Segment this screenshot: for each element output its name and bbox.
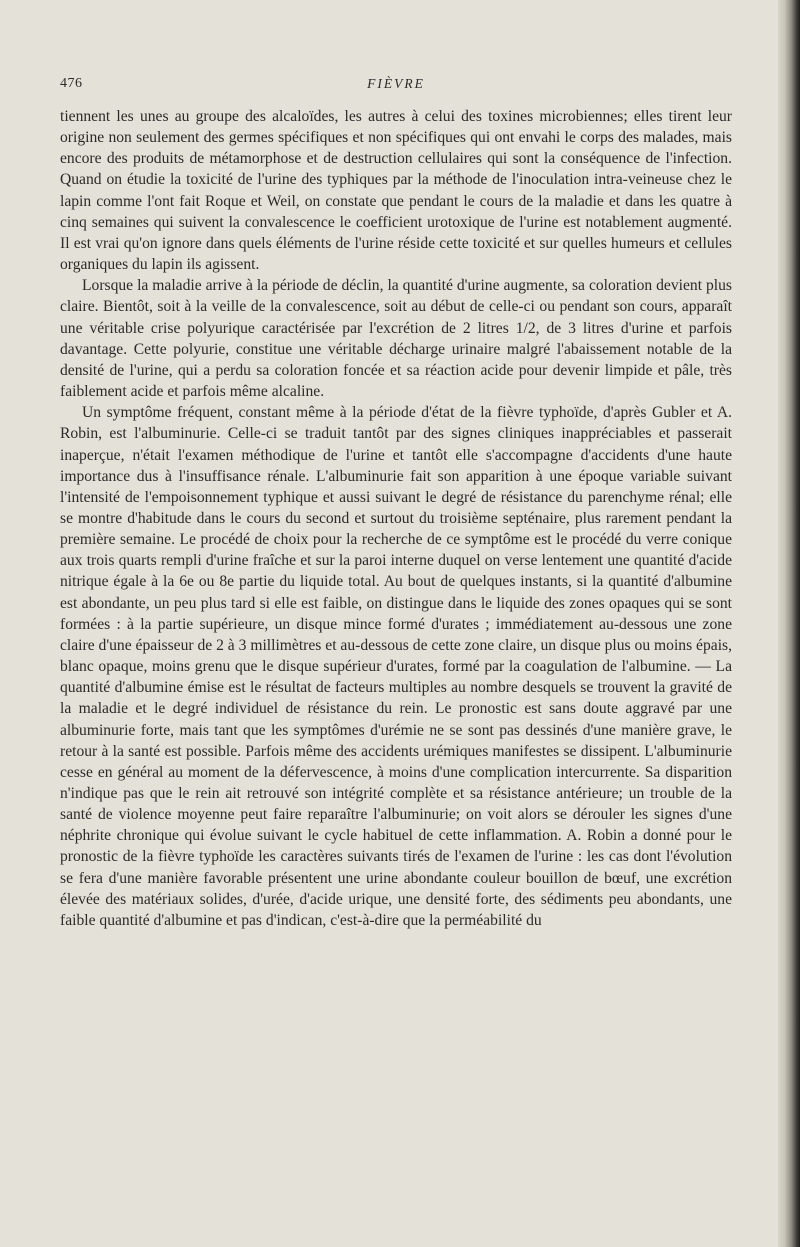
paragraph-1: tiennent les unes au groupe des alcaloïdes, les autres à celui des toxines microbiennes; elles tirent leur origine non seulement des germes spécifiques et non spécifiques qui ont envahi le corps des malades, mais encore des produits de métamorphose et de destruction cellulaires qui sont la conséquence de l'infection. Quand on étudie la toxicité de l'urine des typhiques par la méthode de l'inoculation intra-veineuse chez le lapin comme l'ont fait Roque et Weil, on constate que pendant le cours de la maladie et dans les quatre à cinq semaines qui suivent la convalescence le coefficient urotoxique de l'urine est notablement augmenté. Il est vrai qu'on ignore dans quels éléments de l'urine réside cette toxicité et sur quelles humeurs et cellules organiques du lapin ils agissent.: [60, 108, 732, 274]
body-text: [60, 106, 732, 931]
running-title: FIÈVRE: [367, 76, 425, 91]
paragraph-3: Un symptôme fréquent, constant même à la période d'état de la fièvre typhoïde, d'après Gubler et A. Robin, est l'albuminurie. Celle-ci se traduit tantôt par des signes cliniques inappréciables et passerait inaperçue, n'était l'examen méthodique de l'urine et tantôt elle s'accompagne d'accidents d'une haute importance dus à l'insuffisance rénale. L'albuminurie fait son apparition à une époque variable suivant l'intensité de l'empoisonnement typhique et aussi suivant le degré de résistance du parenchyme rénal; elle se montre d'habitude dans le cours du second et surtout du troisième septénaire, plus rarement pendant la première semaine. Le procédé de choix pour la recherche de ce symptôme est le procédé du verre conique aux trois quarts rempli d'urine fraîche et sur la paroi interne duquel on verse lentement une quantité d'acide nitrique égale à la 6e ou 8e partie du liquide total. Au bout de quelques instants, si la quantité d'albumine est abondante, un peu plus tard si elle est faible, on distingue dans le liquide des zones opaques qui se sont formées : à la partie supérieure, un disque mince formé d'urates ; immédiatement au-dessous une zone claire d'une épaisseur de 2 à 3 millimètres et au-dessous de cette zone claire, un disque plus ou moins épais, blanc opaque, moins grenu que le disque supérieur d'urates, formé par la coagulation de l'albumine. — La quantité d'albumine émise est le résultat de facteurs multiples au nombre desquels se trouvent la gravité de la maladie et le degré individuel de résistance du rein. Le pronostic est sans doute aggravé par une albuminurie forte, mais tant que les symptômes d'urémie ne se sont pas dessinés d'une manière grave, le retour à la santé est possible. Parfois même des accidents urémiques manifestes se dissipent. L'albuminurie cesse en général au moment de la défervescence, à moins d'une complication intercurrente. Sa disparition n'indique pas que le rein ait retrouvé son intégrité complète et sa résistance antérieure; un trouble de la santé de violence moyenne peut faire reparaître l'albuminurie; on voit alors se dérouler les signes d'une néphrite chronique qui évolue suivant le cycle habituel de cette inflammation. A. Robin a donné pour le pronostic de la fièvre typhoïde les caractères suivants tirés de l'examen de l'urine : les cas dont l'évolution se fera d'une manière favorable présentent une urine abondante couleur bouillon de bœuf, une excrétion élevée des matériaux solides, d'urée, d'acide urique, une densité forte, des sédiments peu abondants, une faible quantité d'albumine et pas d'indican, c'est-à-dire que la perméabilité du: [60, 404, 732, 929]
page-header: [60, 76, 732, 98]
page-number: 476: [60, 76, 83, 91]
paragraph-2: Lorsque la maladie arrive à la période de déclin, la quantité d'urine augmente, sa coloration devient plus claire. Bientôt, soit à la veille de la convalescence, soit au début de celle-ci ou pendant son cours, apparaît une véritable crise polyurique caractérisée par l'excrétion de 2 litres 1/2, de 3 litres d'urine et parfois davantage. Cette polyurie, constitue une véritable décharge urinaire malgré l'abaissement notable de la densité de l'urine, qui a perdu sa coloration foncée et sa réaction acide pour devenir limpide et pâle, très faiblement acide et parfois même alcaline.: [60, 277, 732, 401]
page-binding-edge: [778, 0, 800, 1247]
